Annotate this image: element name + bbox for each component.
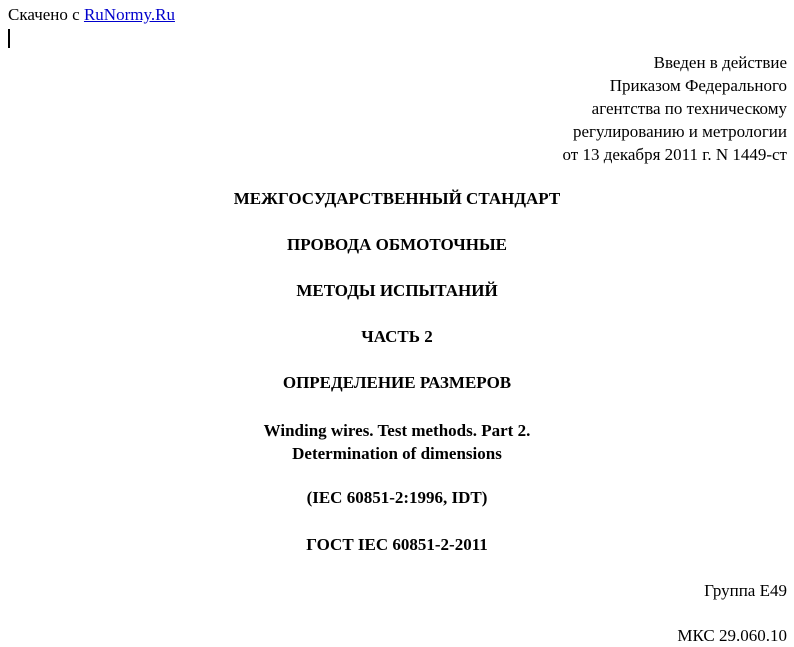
source-link[interactable]: RuNormy.Ru [83, 5, 175, 24]
source-prefix: Скачено с [8, 5, 84, 24]
gost-code: ГОСТ IEC 60851-2-2011 [306, 535, 488, 554]
enactment-line: от 13 декабря 2011 г. N 1449-ст [562, 145, 787, 164]
english-title-line: Winding wires. Test methods. Part 2. [263, 421, 531, 440]
iec-reference: (IEC 60851-2:1996, IDT) [306, 488, 488, 507]
enactment-line: регулированию и метрологии [572, 122, 787, 141]
part-heading: ЧАСТЬ 2 [361, 327, 433, 346]
text-cursor [8, 29, 10, 48]
enactment-line: Приказом Федерального [609, 76, 787, 95]
english-title [0, 419, 794, 465]
enactment-block [562, 51, 787, 166]
english-title-line: Determination of dimensions [292, 444, 502, 463]
enactment-line: агентства по техническому [591, 99, 787, 118]
source-line [8, 5, 175, 25]
mks-label: МКС 29.060.10 [677, 626, 787, 645]
group-label: Группа E49 [704, 581, 787, 600]
subtitle-heading: МЕТОДЫ ИСПЫТАНИЙ [296, 281, 498, 300]
enactment-line: Введен в действие [653, 53, 787, 72]
standard-type-heading: МЕЖГОСУДАРСТВЕННЫЙ СТАНДАРТ [233, 189, 561, 208]
title-heading: ПРОВОДА ОБМОТОЧНЫЕ [286, 235, 508, 254]
part-title-heading: ОПРЕДЕЛЕНИЕ РАЗМЕРОВ [282, 373, 512, 392]
